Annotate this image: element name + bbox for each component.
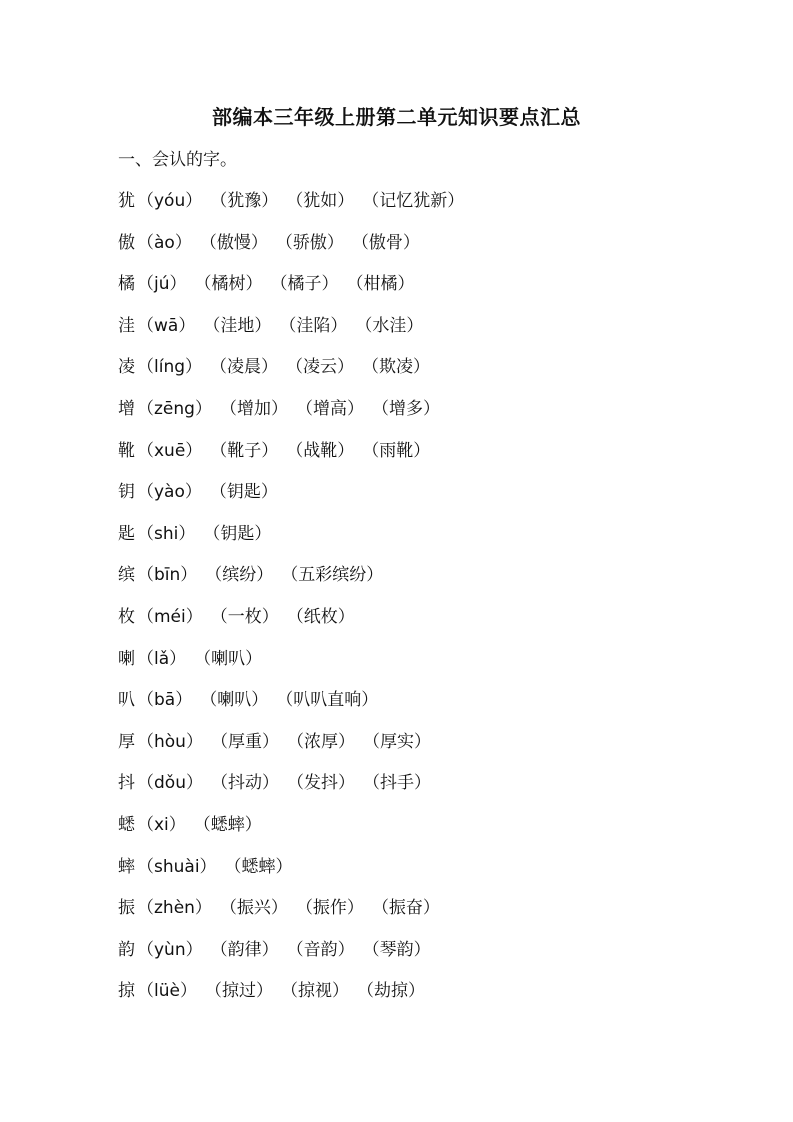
entry-character: 韵 bbox=[118, 939, 135, 960]
entry-word: （劫掠） bbox=[356, 981, 425, 1002]
entry-character: 犹 bbox=[118, 191, 135, 211]
entry-pinyin: （bā） bbox=[137, 690, 193, 711]
entry-pinyin: （bīn） bbox=[137, 565, 198, 586]
entry-word: （浓厚） bbox=[286, 731, 355, 752]
entry-word: （抖手） bbox=[362, 773, 431, 794]
entry-word: （增加） bbox=[219, 398, 288, 419]
entry-word: （音韵） bbox=[286, 939, 355, 960]
entry-character: 叭 bbox=[118, 690, 135, 711]
entry-word: （振兴） bbox=[219, 898, 288, 919]
entry-word: （欺凌） bbox=[362, 357, 431, 378]
entry-character: 喇 bbox=[118, 648, 135, 669]
entry-word: （傲骨） bbox=[351, 232, 420, 253]
entry-pinyin: （ào） bbox=[137, 232, 192, 253]
entry-character: 缤 bbox=[118, 565, 135, 586]
list-item bbox=[118, 269, 718, 311]
list-item bbox=[118, 602, 718, 644]
entry-pinyin: （yào） bbox=[137, 482, 202, 503]
entry-word: （掠过） bbox=[204, 981, 273, 1002]
entry-character: 蟀 bbox=[118, 856, 135, 877]
entry-character: 橘 bbox=[118, 274, 135, 295]
list-item bbox=[118, 352, 718, 394]
entry-word: （记忆犹新） bbox=[362, 191, 465, 211]
entry-word: （振奋） bbox=[371, 898, 440, 919]
entry-word: （一枚） bbox=[210, 606, 279, 627]
entry-word: （靴子） bbox=[210, 440, 279, 461]
section-heading: 一、会认的字。 bbox=[118, 150, 237, 170]
entry-pinyin: （wā） bbox=[137, 315, 196, 336]
entry-word: （犹豫） bbox=[210, 191, 279, 211]
entry-word: （钥匙） bbox=[203, 523, 272, 544]
list-item bbox=[118, 935, 718, 977]
entry-pinyin: （xi） bbox=[137, 814, 186, 835]
entry-word: （发抖） bbox=[286, 773, 355, 794]
entry-character: 蟋 bbox=[118, 814, 135, 835]
entry-word: （凌晨） bbox=[210, 357, 279, 378]
entry-word: （叭叭直响） bbox=[276, 690, 379, 711]
entry-word: （洼地） bbox=[203, 315, 272, 336]
list-item bbox=[118, 976, 718, 1018]
list-item bbox=[118, 519, 718, 561]
entry-pinyin: （hòu） bbox=[137, 731, 203, 752]
entry-word: （振作） bbox=[295, 898, 364, 919]
entry-pinyin: （méi） bbox=[137, 606, 203, 627]
entry-pinyin: （zēng） bbox=[137, 398, 212, 419]
entry-word: （蟋蟀） bbox=[193, 814, 262, 835]
entry-word: （洼陷） bbox=[279, 315, 348, 336]
entry-word: （柑橘） bbox=[346, 274, 415, 295]
entry-pinyin: （shuài） bbox=[137, 856, 217, 877]
entry-word: （喇叭） bbox=[194, 648, 263, 669]
entry-character: 钥 bbox=[118, 482, 135, 503]
list-item bbox=[118, 852, 718, 894]
entry-pinyin: （lüè） bbox=[137, 981, 197, 1002]
entry-character: 掠 bbox=[118, 981, 135, 1002]
entry-character: 傲 bbox=[118, 232, 135, 253]
entry-word: （纸枚） bbox=[286, 606, 355, 627]
entry-character: 厚 bbox=[118, 731, 135, 752]
entry-character: 匙 bbox=[118, 523, 135, 544]
entry-word: （琴韵） bbox=[362, 939, 431, 960]
entry-word: （水洼） bbox=[355, 315, 424, 336]
entry-word: （喇叭） bbox=[200, 690, 269, 711]
list-item bbox=[118, 685, 718, 727]
entry-character: 洼 bbox=[118, 315, 135, 336]
list-item bbox=[118, 311, 718, 353]
list-item bbox=[118, 727, 718, 769]
list-item bbox=[118, 893, 718, 935]
entry-pinyin: （jú） bbox=[137, 274, 187, 295]
entry-pinyin: （líng） bbox=[137, 357, 203, 378]
entry-word: （橘子） bbox=[270, 274, 339, 295]
list-item bbox=[118, 644, 718, 686]
entry-character: 枚 bbox=[118, 606, 135, 627]
list-item bbox=[118, 186, 718, 228]
entry-pinyin: （dǒu） bbox=[137, 773, 203, 794]
entry-character: 靴 bbox=[118, 440, 135, 461]
entry-character: 振 bbox=[118, 898, 135, 919]
entry-word: （增多） bbox=[371, 398, 440, 419]
entry-word: （骄傲） bbox=[275, 232, 344, 253]
entry-pinyin: （xuē） bbox=[137, 440, 203, 461]
entry-word: （蟋蟀） bbox=[224, 856, 293, 877]
entry-word: （战靴） bbox=[286, 440, 355, 461]
list-item bbox=[118, 768, 718, 810]
list-item bbox=[118, 228, 718, 270]
entry-character: 增 bbox=[118, 398, 135, 419]
entry-word: （厚实） bbox=[362, 731, 431, 752]
list-item bbox=[118, 436, 718, 478]
entry-word: （钥匙） bbox=[209, 482, 278, 503]
entry-word: （厚重） bbox=[210, 731, 279, 752]
character-list bbox=[118, 186, 718, 1018]
entry-word: （雨靴） bbox=[362, 440, 431, 461]
list-item bbox=[118, 394, 718, 436]
entry-word: （傲慢） bbox=[199, 232, 268, 253]
entry-word: （五彩缤纷） bbox=[281, 565, 384, 586]
entry-word: （凌云） bbox=[286, 357, 355, 378]
entry-word: （增高） bbox=[295, 398, 364, 419]
entry-character: 抖 bbox=[118, 773, 135, 794]
entry-pinyin: （yóu） bbox=[137, 191, 203, 211]
entry-pinyin: （shi） bbox=[137, 523, 196, 544]
entry-pinyin: （zhèn） bbox=[137, 898, 212, 919]
entry-word: （橘树） bbox=[194, 274, 263, 295]
entry-word: （缤纷） bbox=[205, 565, 274, 586]
list-item bbox=[118, 810, 718, 852]
list-item bbox=[118, 560, 718, 602]
entry-character: 凌 bbox=[118, 357, 135, 378]
entry-pinyin: （yùn） bbox=[137, 939, 203, 960]
entry-word: （掠视） bbox=[280, 981, 349, 1002]
entry-word: （韵律） bbox=[210, 939, 279, 960]
page-title: 部编本三年级上册第二单元知识要点汇总 bbox=[212, 105, 581, 129]
entry-word: （犹如） bbox=[286, 191, 355, 211]
entry-pinyin: （lǎ） bbox=[137, 648, 187, 669]
entry-word: （抖动） bbox=[210, 773, 279, 794]
list-item bbox=[118, 477, 718, 519]
